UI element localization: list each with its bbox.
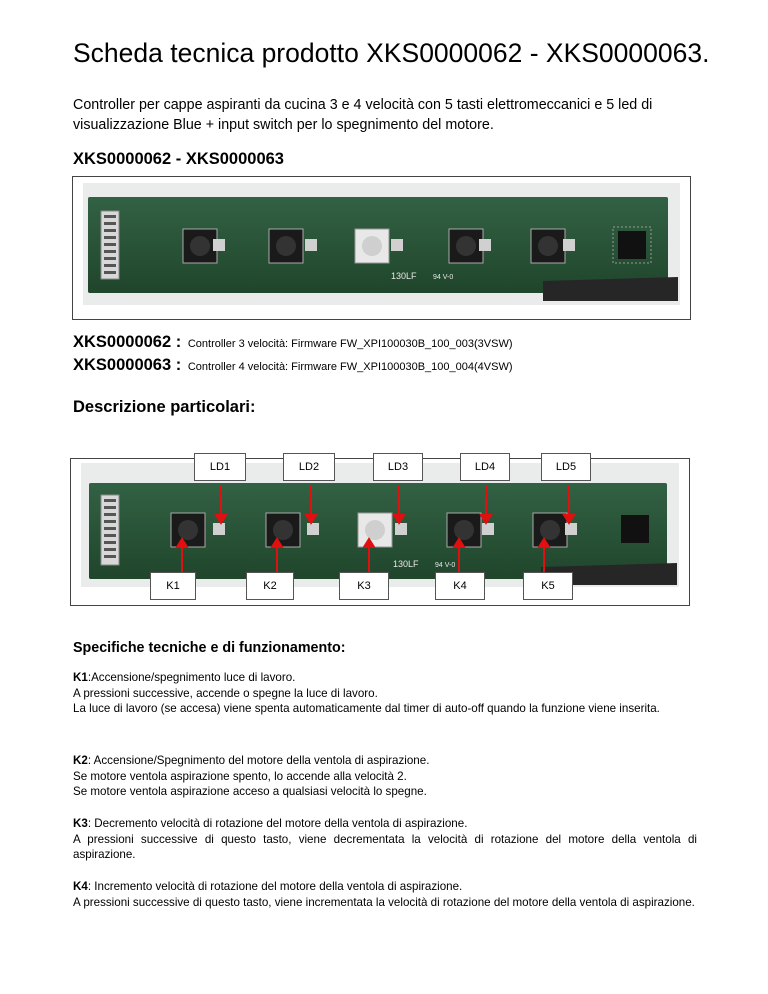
key-label-k5: K5 (523, 572, 573, 600)
page-title: Scheda tecnica prodotto XKS0000062 - XKS0000063. (73, 38, 710, 68)
description-heading: Descrizione particolari: (73, 398, 256, 416)
firmware-line-1 (73, 333, 513, 352)
board-photo-frame (72, 176, 691, 320)
svg-text:130LF: 130LF (393, 559, 419, 569)
spec-key: K1 (73, 671, 88, 684)
led-label-ld2: LD2 (283, 453, 335, 481)
key-label-k1: K1 (150, 572, 196, 600)
firmware-desc-1: Controller 3 velocità: Firmware FW_XPI100030B_100_003(3VSW) (187, 338, 513, 350)
key-label-k3: K3 (339, 572, 389, 600)
led-label-ld1: LD1 (194, 453, 246, 481)
spec-k4: K4: Incremento velocità di rotazione del motore della ventola di aspirazione. A pressioni successive di questo tasto, viene incrementata la velocità di rotazione del motore della ventola di aspirazione. (73, 880, 695, 909)
spec-heading: Specifiche tecniche e di funzionamento: (73, 640, 346, 656)
spec-k2: K2: Accensione/Spegnimento del motore della ventola di aspirazione. Se motore ventola aspirazione spento, lo accende alla velocità 2. Se motore ventola aspirazione acceso a qualsiasi velocità lo spegne. (73, 754, 430, 798)
key-label-k2: K2 (246, 572, 294, 600)
firmware-code-1: XKS0000062 : (73, 333, 182, 351)
spec-key: K3 (73, 817, 88, 830)
firmware-desc-2: Controller 4 velocità: Firmware FW_XPI100030B_100_004(4VSW) (187, 361, 513, 373)
firmware-code-2: XKS0000063 : (73, 356, 182, 374)
intro-paragraph: Controller per cappe aspiranti da cucina 3 e 4 velocità con 5 tasti elettromeccanici e 5 led di visualizzazione Blue + input switch per lo spegnimento del motore. (73, 97, 653, 133)
led-label-ld5: LD5 (541, 453, 591, 481)
board-photo (73, 177, 690, 319)
spec-k3: K3: Decremento velocità di rotazione del motore della ventola di aspirazione. A pressioni successive di questo tasto, viene decrementata la velocità di rotazione del motore della ventola di aspirazione. (73, 817, 697, 861)
key-label-k4: K4 (435, 572, 485, 600)
spec-key: K4 (73, 880, 88, 893)
led-label-ld3: LD3 (373, 453, 423, 481)
firmware-line-2 (73, 356, 513, 375)
spec-k1: K1:Accensione/spegnimento luce di lavoro. A pressioni successive, accende o spegne la luce di lavoro. La luce di lavoro (se accesa) viene spenta automaticamente dal timer di auto-off quando la funzione viene inserita. (73, 671, 660, 715)
svg-text:130LF: 130LF (391, 271, 417, 281)
codes-heading: XKS0000062 - XKS0000063 (73, 150, 284, 168)
svg-text:94 V-0: 94 V-0 (433, 274, 454, 281)
spec-key: K2 (73, 754, 88, 767)
svg-text:94 V-0: 94 V-0 (435, 562, 456, 569)
led-label-ld4: LD4 (460, 453, 510, 481)
